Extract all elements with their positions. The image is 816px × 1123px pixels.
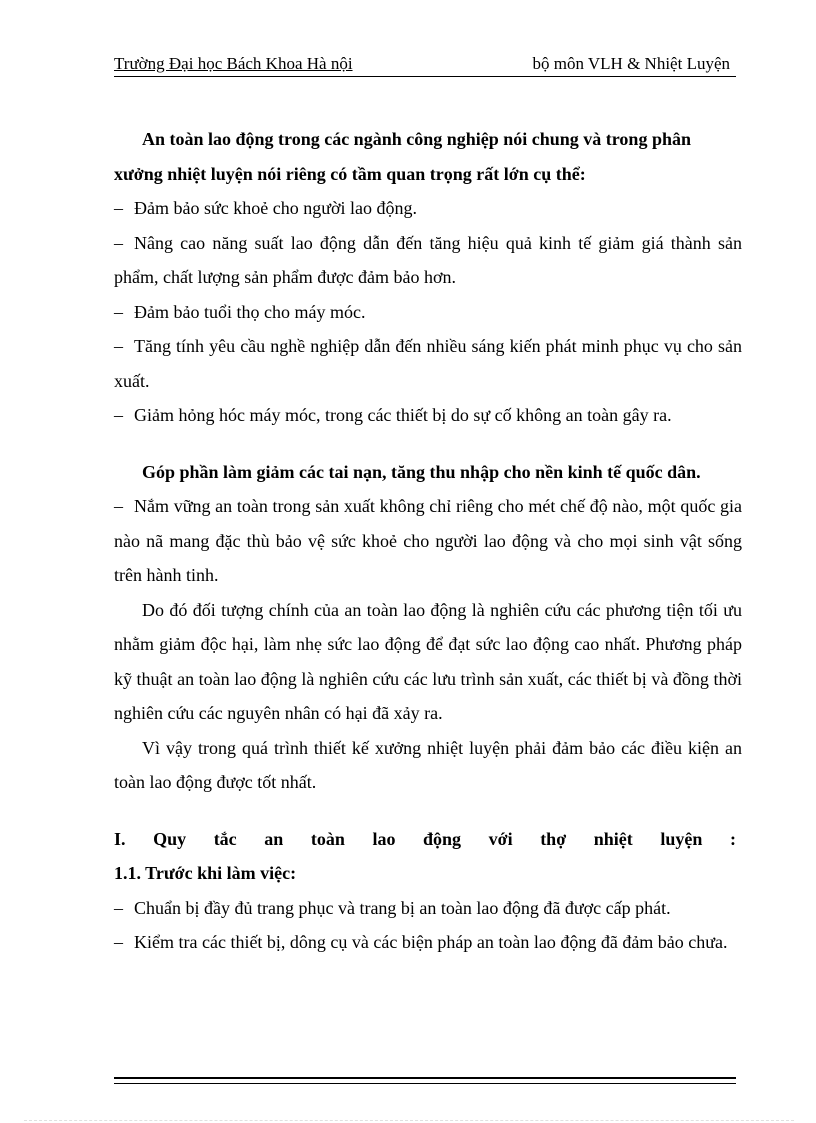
list-item-text: Kiểm tra các thiết bị, dông cụ và các biện pháp an toàn lao động đã đảm bảo chưa. [134,932,728,952]
list-item [114,226,742,295]
paragraph-objective: Do đó đối tượng chính của an toàn lao động là nghiên cứu các phương tiện tối ưu nhằm giảm độc hại, làm nhẹ sức lao động để đạt sức lao động cao nhất. Phương pháp kỹ thuật an toàn lao động là nghiên cứu các lưu trình sản xuất, các thiết bị và đồng thời nghiên cứu các nguyên nhân có hại đã xảy ra. [114,599,742,723]
paragraph-design: Vì vậy trong quá trình thiết kế xưởng nhiệt luyện phải đảm bảo các điều kiện an toàn lao động được tốt nhất. [114,737,742,792]
bullet-mark: – [114,336,123,356]
section-title-word: với [488,828,513,849]
list-item-text: Nâng cao năng suất lao động dẫn đến tăng hiệu quả kinh tế giảm giá thành sản phẩm, chất lượng sản phẩm được đảm bảo hơn. [114,232,742,287]
intro-line-1: An toàn lao động trong các ngành công nghiệp nói chung và trong phân [142,129,691,149]
preparation-list [114,891,742,960]
intro-line-2: xưởng nhiệt luyện nói riêng có tầm quan trọng rất lớn cụ thể: [114,163,586,184]
list-item-text: Chuẩn bị đầy đủ trang phục và trang bị an toàn lao động đã được cấp phát. [134,897,671,918]
section-title-word: động [423,828,462,849]
section-title-word: thợ [540,828,567,849]
benefits-list [114,191,742,433]
section-title [114,822,736,857]
section-title-word: an [264,828,284,849]
page-edge [24,1120,794,1121]
section-title-word: lao [372,828,396,849]
list-item [114,925,742,960]
document-body [114,122,742,960]
page-header [114,52,736,77]
list-item [114,329,742,398]
list-item-text: Đảm bảo tuổi thọ cho máy móc. [134,301,366,322]
heading-accident-reduction: Góp phần làm giảm các tai nạn, tăng thu nhập cho nền kinh tế quốc dân. [142,461,701,482]
list-item [114,398,742,433]
list-item [114,295,742,330]
bullet-mark: – [114,232,123,253]
section-title-word: luyện [660,828,703,849]
bullet-mark: – [114,496,123,516]
footer-rule [114,1077,736,1084]
bullet-mark: – [114,897,123,918]
section-title-word: : [729,828,736,849]
section-title-word: toàn [310,828,345,849]
header-department: bộ môn VLH & Nhiệt Luyện [532,54,730,73]
section-title-word: nhiệt [593,828,633,849]
section-title-word: Quy [153,828,187,849]
bullet-mark: – [114,405,123,425]
list-item [114,891,742,926]
list-item-text: Đảm bảo sức khoẻ cho người lao động. [134,198,417,218]
subsection-title: 1.1. Trước khi làm việc: [114,863,297,883]
list-item-text: Tăng tính yêu cầu nghề nghiệp dẫn đến nhiều sáng kiến phát minh phục vụ cho sản xuất. [114,336,742,391]
bullet-mark: – [114,301,123,322]
list-item-text: Giảm hỏng hóc máy móc, trong các thiết bị do sự cố không an toàn gây ra. [134,405,672,425]
bullet-mark: – [114,198,123,218]
bullet-mark: – [114,932,123,952]
header-university: Trường Đại học Bách Khoa Hà nội [114,54,353,73]
list-item [114,191,742,226]
section-title-word: I. [114,828,126,849]
section-title-word: tắc [213,828,237,849]
list-item-text: Nắm vững an toàn trong sản xuất không chỉ riêng cho mét chế độ nào, một quốc gia nào nã mang đặc thù bảo vệ sức khoẻ cho người lao động và cho mọi sinh vật sống trên hành tinh. [114,496,742,585]
list-item [114,489,742,593]
